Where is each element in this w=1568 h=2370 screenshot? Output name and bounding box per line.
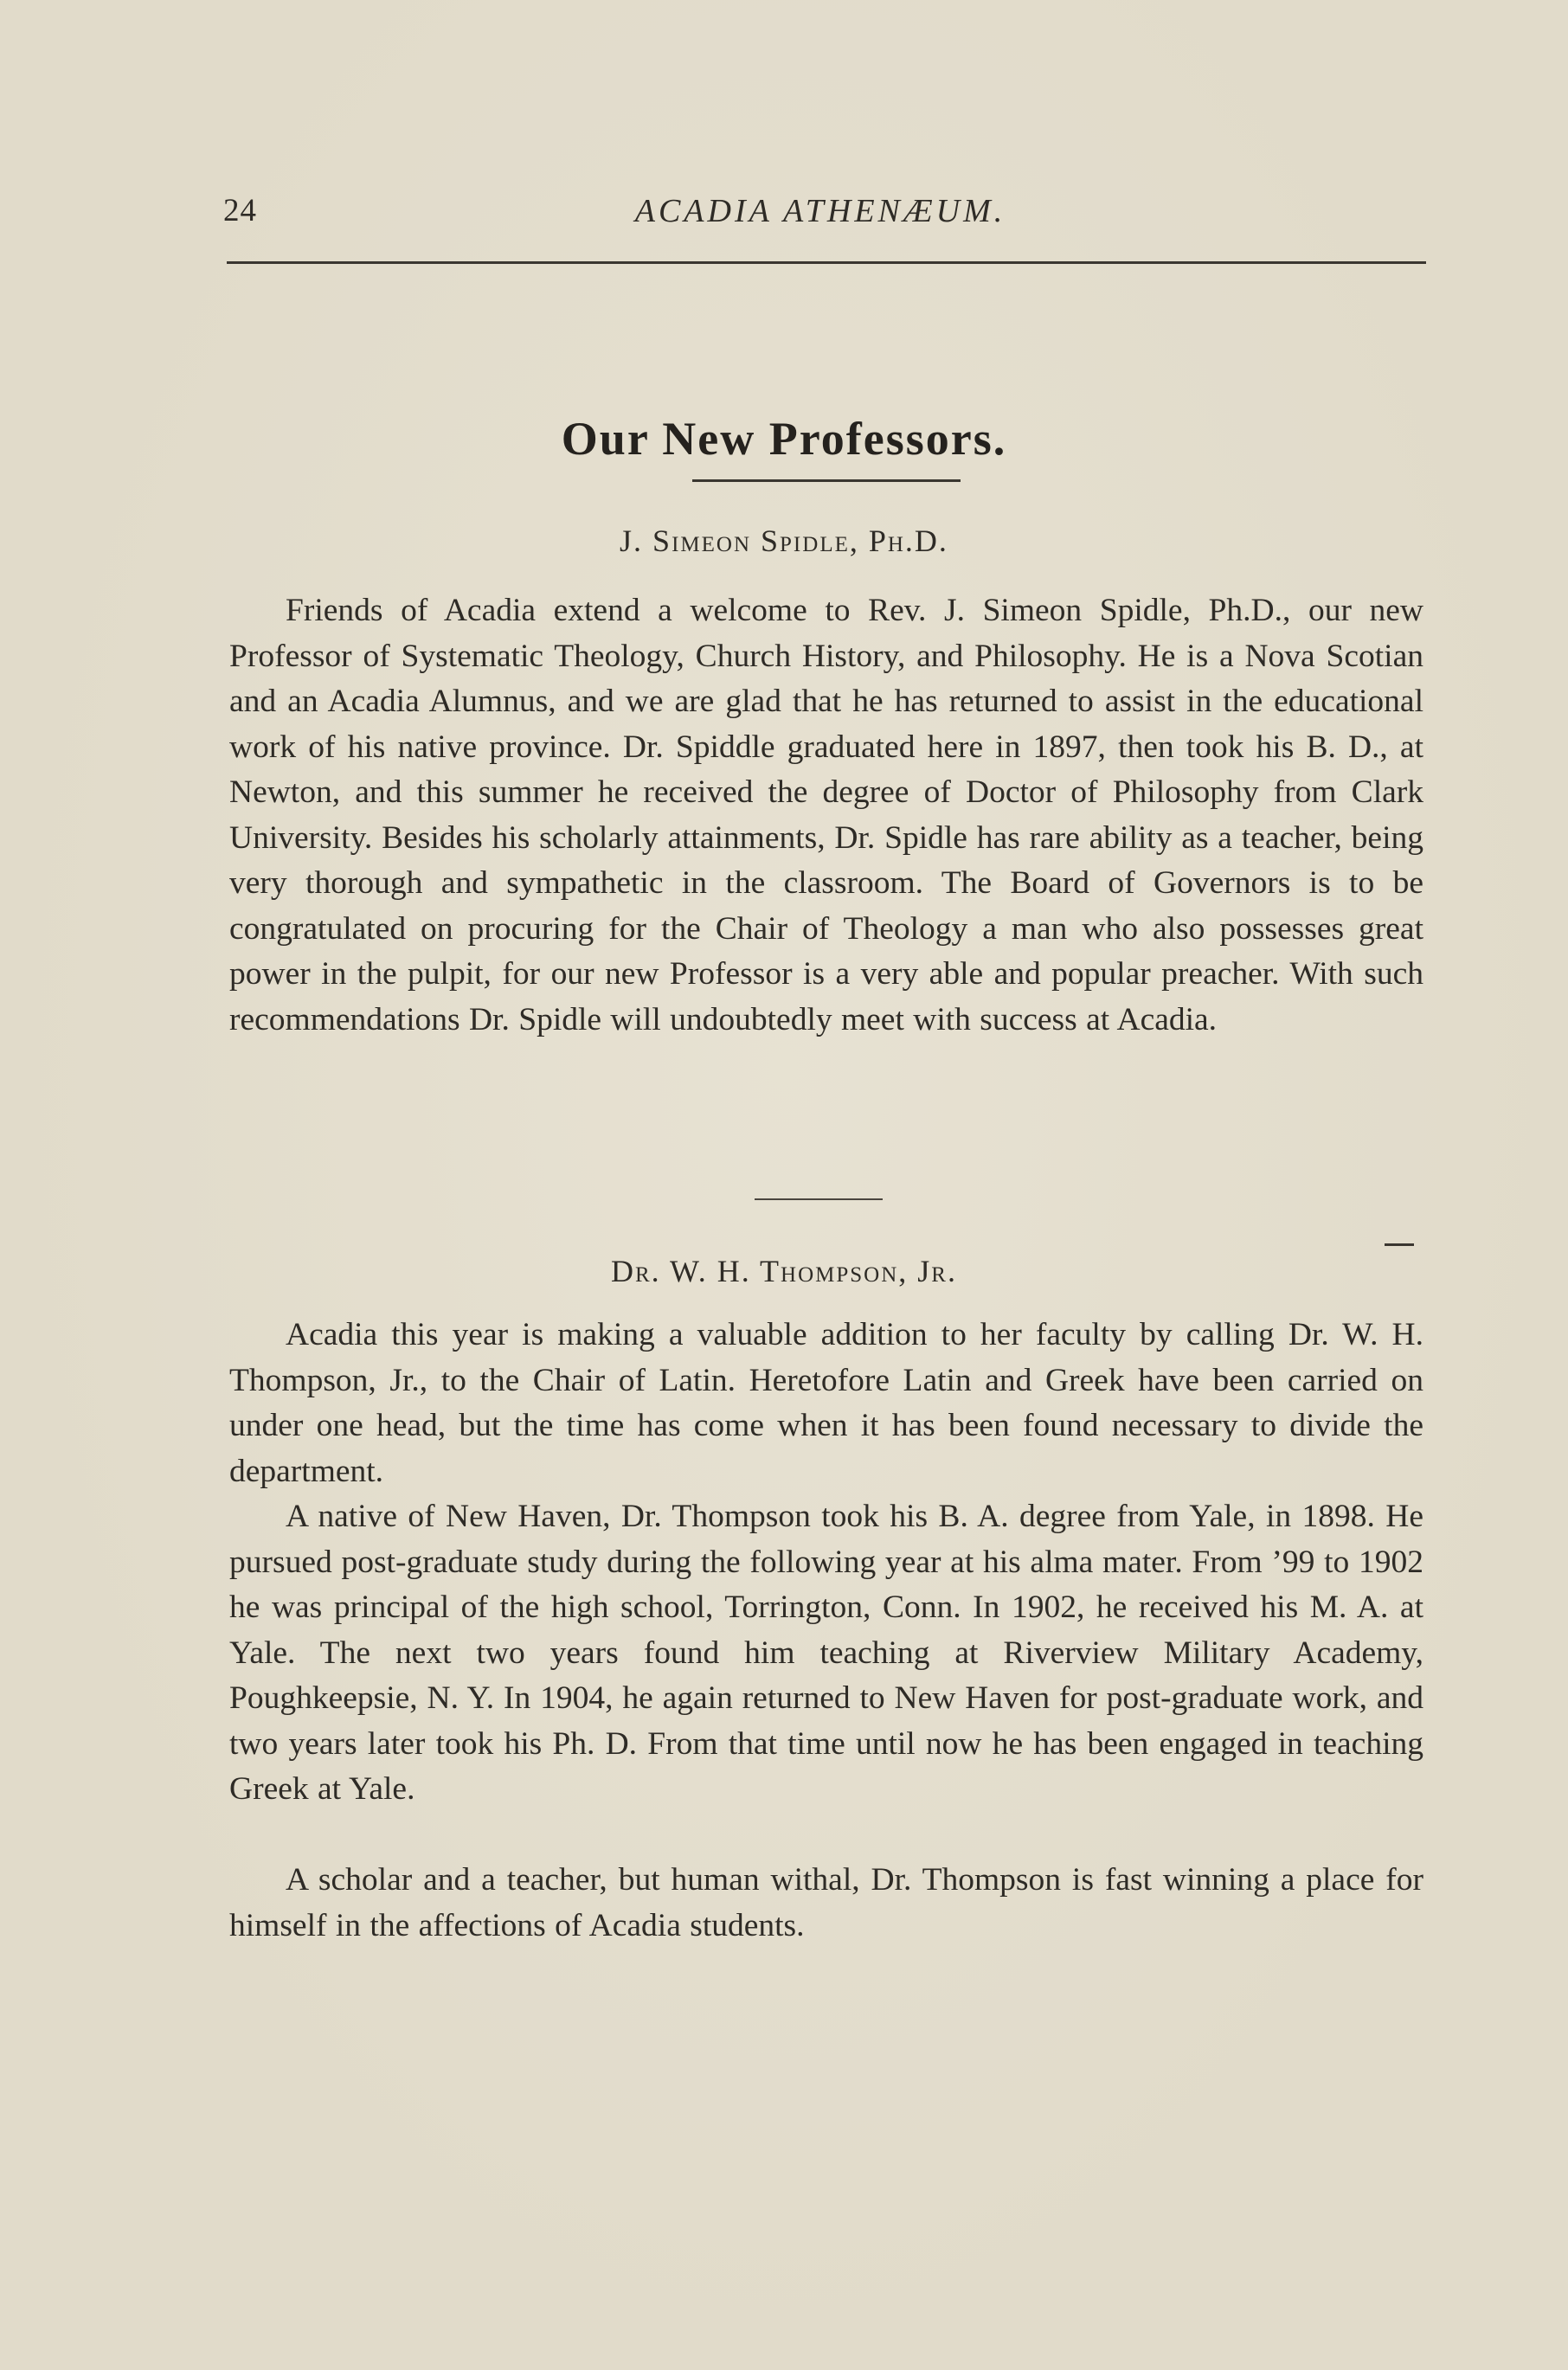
running-head: ACADIA ATHENÆUM. — [634, 193, 1006, 229]
header-rule — [227, 261, 1426, 264]
page-header — [223, 192, 1417, 244]
article-title: Our New Professors. — [561, 413, 1007, 466]
title-rule — [692, 479, 961, 482]
page-number: 24 — [223, 193, 257, 228]
paragraph-spidle: Friends of Acadia extend a welcome to Rev. J. Simeon Spidle, Ph.D., our new Professor of Systematic Theology, Church History, and Philosophy. He is a Nova Scotian and an Acadia Alumnus, and we are glad that he has returned to assist in the educational work of his native province. Dr. Spiddle graduated here in 1897, then took his B. D., at Newton, and this summer he received the degree of Doctor of Philosophy from Clark University. Besides his scholarly attainments, Dr. Spidle has rare ability as a teacher, being very thorough and sympathetic in the classroom. The Board of Governors is to be congratulated on procuring for the Chair of Theology a man who also possesses great power in the pulpit, for our new Professor is a very able and popular preacher. With such recommendations Dr. Spidle will undoubtedly meet with success at Acadia. — [229, 593, 1423, 1037]
section-heading-thompson: Dr. W. H. Thompson, Jr. — [611, 1254, 957, 1288]
section-divider — [755, 1198, 883, 1200]
section-heading-spidle: J. Simeon Spidle, Ph.D. — [620, 523, 948, 558]
stray-print-mark — [1385, 1243, 1414, 1246]
paragraph-thompson-2: A native of New Haven, Dr. Thompson took his B. A. degree from Yale, in 1898. He pursued post-graduate study during the following year at his alma mater. From ’99 to 1902 he was principal of the high school, Torrington, Conn. In 1902, he received his M. A. at Yale. The next two years found him teaching at Riverview Military Academy, Poughkeepsie, N. Y. In 1904, he again returned to New Haven for post-graduate work, and two years later took his Ph. D. From that time until now he has been engaged in teaching Greek at Yale. — [229, 1499, 1423, 1807]
paragraph-thompson-1: Acadia this year is making a valuable addition to her faculty by calling Dr. W. H. Thompson, Jr., to the Chair of Latin. Heretofore Latin and Greek have been carried on under one head, but the time has come when it has been found necessary to divide the department. — [229, 1317, 1423, 1489]
paragraph-thompson-3: A scholar and a teacher, but human withal, Dr. Thompson is fast winning a place for himself in the affections of Acadia students. — [229, 1862, 1423, 1943]
